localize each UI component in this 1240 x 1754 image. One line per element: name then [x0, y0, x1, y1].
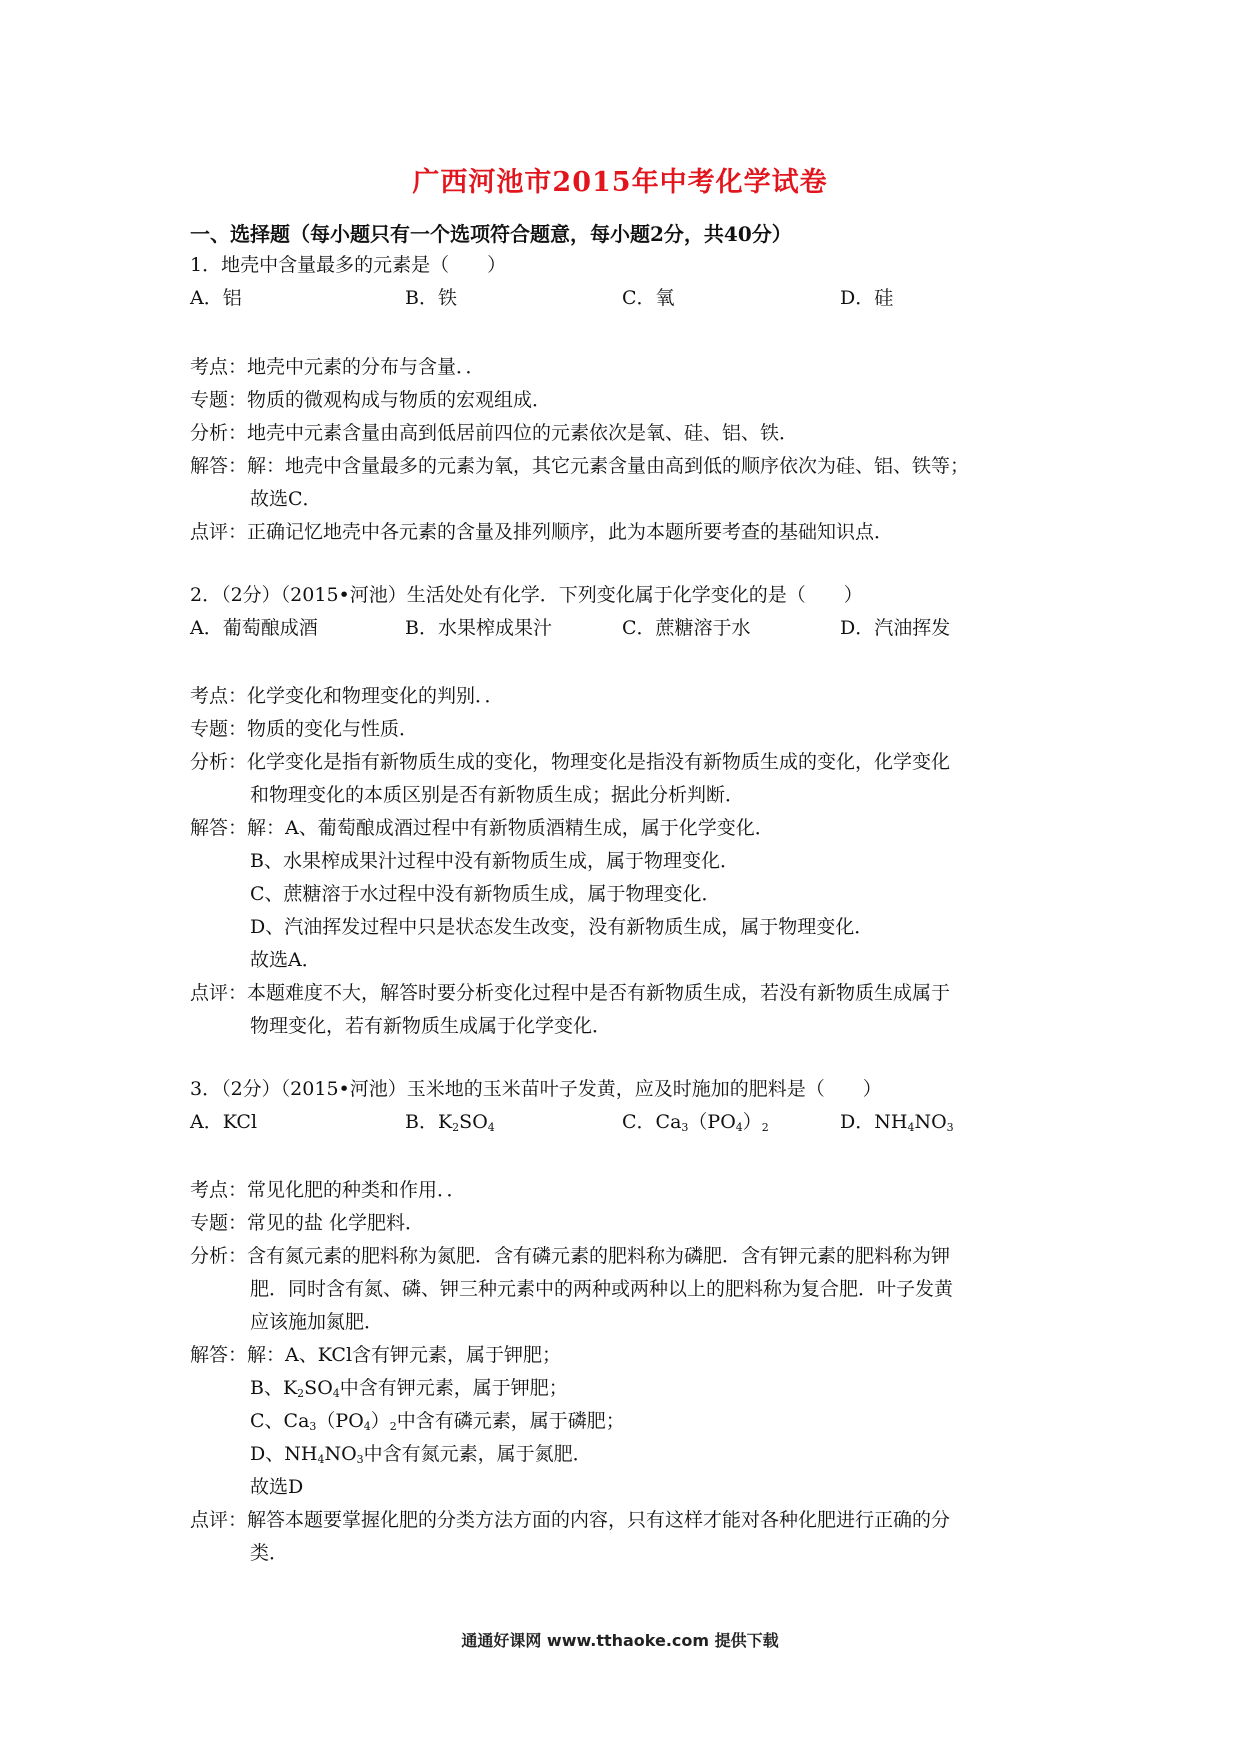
q2-option-d: D．汽油挥发 [840, 617, 951, 639]
q3-fenxi-line: 应该施加氮肥． [250, 1311, 384, 1333]
q2-option-b: B．水果榨成果汁 [405, 617, 552, 639]
q3-zhuanti: 专题：常见的盐 化学肥料． [190, 1212, 425, 1234]
q1-kaodian: 考点：地壳中元素的分布与含量．． [190, 356, 485, 378]
q2-dianping-line: 物理变化，若有新物质生成属于化学变化． [250, 1015, 612, 1037]
q2-jieda-line: 故选A． [250, 949, 321, 971]
q1-zhuanti: 专题：物质的微观构成与物质的宏观组成． [190, 389, 552, 411]
q2-dianping-line: 点评：本题难度不大，解答时要分析变化过程中是否有新物质生成，若没有新物质生成属于 [190, 982, 951, 1004]
q2-jieda-line: 解答：解：A、葡萄酿成酒过程中有新物质酒精生成，属于化学变化． [190, 817, 774, 839]
q1-fenxi: 分析：地壳中元素含量由高到低居前四位的元素依次是氧、硅、铝、铁． [190, 422, 799, 444]
section-heading: 一、选择题（每小题只有一个选项符合题意，每小题2分，共40分） [190, 222, 792, 246]
q3-jieda-line: C、$Ca_3(PO_4)_2$中含有磷元素，属于磷肥； [250, 1410, 625, 1433]
q1-jieda-line: 解答：解：地壳中含量最多的元素为氧，其它元素含量由高到低的顺序依次为硅、铝、铁等； [190, 455, 970, 477]
q1-dianping: 点评：正确记忆地壳中各元素的含量及排列顺序，此为本题所要考查的基础知识点． [190, 521, 894, 543]
q1-option-a: A．铝 [190, 287, 242, 309]
q3-jieda-line: 解答：解：A、KCl含有钾元素，属于钾肥； [190, 1344, 562, 1366]
q2-jieda-line: C、蔗糖溶于水过程中没有新物质生成，属于物理变化． [250, 883, 721, 905]
q2-zhuanti: 专题：物质的变化与性质． [190, 718, 419, 740]
q1-option-c: C．氧 [622, 287, 675, 309]
q2-option-c: C．蔗糖溶于水 [622, 617, 751, 639]
page-title: 广西河池市2015年中考化学试卷 [412, 167, 828, 198]
q3-dianping-line: 点评：解答本题要掌握化肥的分类方法方面的内容，只有这样才能对各种化肥进行正确的分 [190, 1509, 951, 1531]
q2-stem: 2．（2分）（2015•河池）生活处处有化学．下列变化属于化学变化的是（ ） [190, 584, 863, 606]
page-footer: 通通好课网 www.tthaoke.com 提供下载 [461, 1631, 779, 1650]
q2-option-a: A．葡萄酿成酒 [190, 617, 318, 639]
q2-kaodian: 考点：化学变化和物理变化的判别．． [190, 685, 504, 707]
q2-jieda-line: D、汽油挥发过程中只是状态发生改变，没有新物质生成，属于物理变化． [250, 916, 874, 938]
q1-option-d: D．硅 [840, 287, 894, 309]
q2-jieda-line: B、水果榨成果汁过程中没有新物质生成，属于物理变化． [250, 850, 739, 872]
q3-fenxi-line: 分析：含有氮元素的肥料称为氮肥．含有磷元素的肥料称为磷肥．含有钾元素的肥料称为钾 [190, 1245, 951, 1267]
q3-jieda-line: D、$NH_4NO_3$中含有氮元素，属于氮肥． [250, 1443, 592, 1466]
q3-jieda-line: 故选D [250, 1476, 304, 1498]
q3-fenxi-line: 肥．同时含有氮、磷、钾三种元素中的两种或两种以上的肥料称为复合肥．叶子发黄 [250, 1278, 954, 1300]
q3-dianping-line: 类． [250, 1542, 289, 1564]
q3-stem: 3．（2分）（2015•河池）玉米地的玉米苗叶子发黄，应及时施加的肥料是（ ） [190, 1078, 882, 1100]
q1-jieda-line: 故选C． [250, 488, 322, 510]
q1-stem: 1．地壳中含量最多的元素是（ ） [190, 254, 507, 276]
q2-fenxi-line: 分析：化学变化是指有新物质生成的变化，物理变化是指没有新物质生成的变化，化学变化 [190, 751, 951, 773]
q3-option-d: D．$NH_4NO_3$ [840, 1111, 954, 1134]
q2-fenxi-line: 和物理变化的本质区别是否有新物质生成；据此分析判断． [250, 784, 745, 806]
q3-option-a: A．KCl [190, 1111, 258, 1133]
q3-jieda-line: B、$K_2SO_4$中含有钾元素，属于钾肥； [250, 1377, 568, 1400]
q1-option-b: B．铁 [405, 287, 457, 309]
q3-option-c: C．$Ca_3(PO_4)_2$ [622, 1111, 769, 1134]
q3-option-b: B．$K_2SO_4$ [405, 1111, 495, 1134]
q3-kaodian: 考点：常见化肥的种类和作用．． [190, 1179, 466, 1201]
